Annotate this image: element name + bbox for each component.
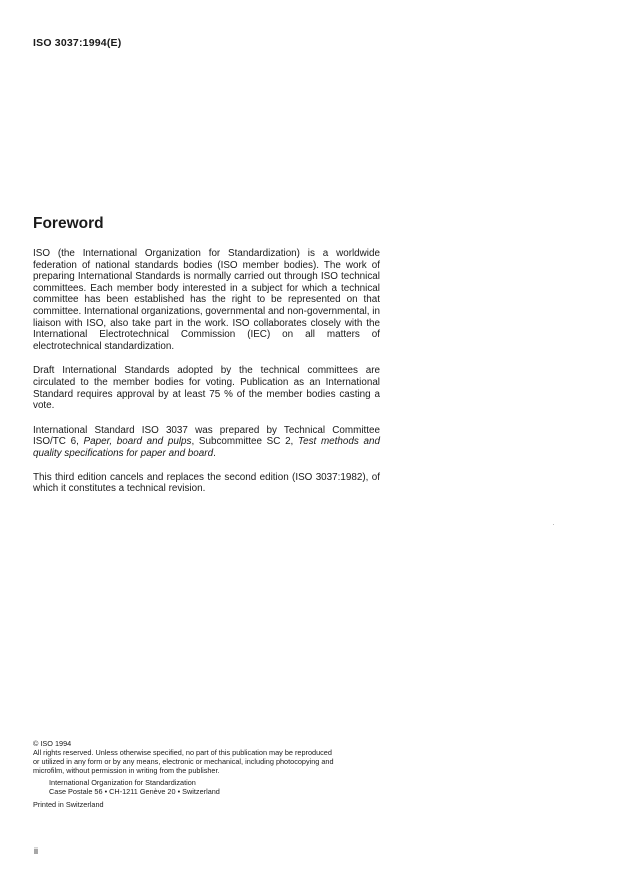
copyright-block (33, 739, 393, 809)
foreword-heading: Foreword (33, 215, 104, 232)
preparation-prefix: International Standard ISO 3037 was prepared by Technical Committee ISO/TC 6, (33, 424, 380, 448)
rights-line-3: microfilm, without permission in writing from the publisher. (33, 766, 220, 775)
paragraph-edition: This third edition cancels and replaces the second edition (ISO 3037:1982), of which it constitutes a technical revision. (33, 471, 380, 495)
preparation-middle: , Subcommittee SC 2, (191, 436, 298, 448)
paragraph-iso-overview: ISO (the International Organization for Standardization) is a worldwide federation of national standards bodies (ISO member bodies). The work of preparing International Standards is normally carried out through ISO technical committees. Each member body interested in a subject for which a technical committee has been established has the right to be represented on that committee. International organizations, governmental and non-governmental, in liaison with ISO, also take part in the work. ISO collaborates closely with the International Electrotechnical Commission (IEC) on all matters of electrotechnical standardization. (33, 248, 380, 352)
subcommittee-title: Test methods and quality specifications for paper and board (33, 436, 380, 459)
paragraph-preparation (33, 425, 380, 460)
page-number: ii (34, 846, 38, 856)
organization-address: Case Postale 56 • CH-1211 Genève 20 • Switzerland (49, 787, 220, 796)
scan-speck (553, 524, 554, 525)
preparation-suffix: . (213, 447, 216, 459)
rights-line-2: or utilized in any form or by any means, electronic or mechanical, including photocopying and (33, 757, 334, 766)
committee-title: Paper, board and pulps (83, 436, 192, 448)
rights-line-1: All rights reserved. Unless otherwise specified, no part of this publication may be reproduced (33, 748, 332, 757)
paragraph-draft-standards: Draft International Standards adopted by the technical committees are circulated to the member bodies for voting. Publication as an International Standard requires approval by at least 75 % of the member bodies casting a vote. (33, 365, 380, 412)
foreword-body (33, 248, 380, 508)
printed-in: Printed in Switzerland (33, 800, 104, 809)
organization-name: International Organization for Standardization (49, 778, 196, 787)
copyright-notice: © ISO 1994 (33, 739, 72, 748)
standard-identifier: ISO 3037:1994(E) (33, 37, 122, 49)
